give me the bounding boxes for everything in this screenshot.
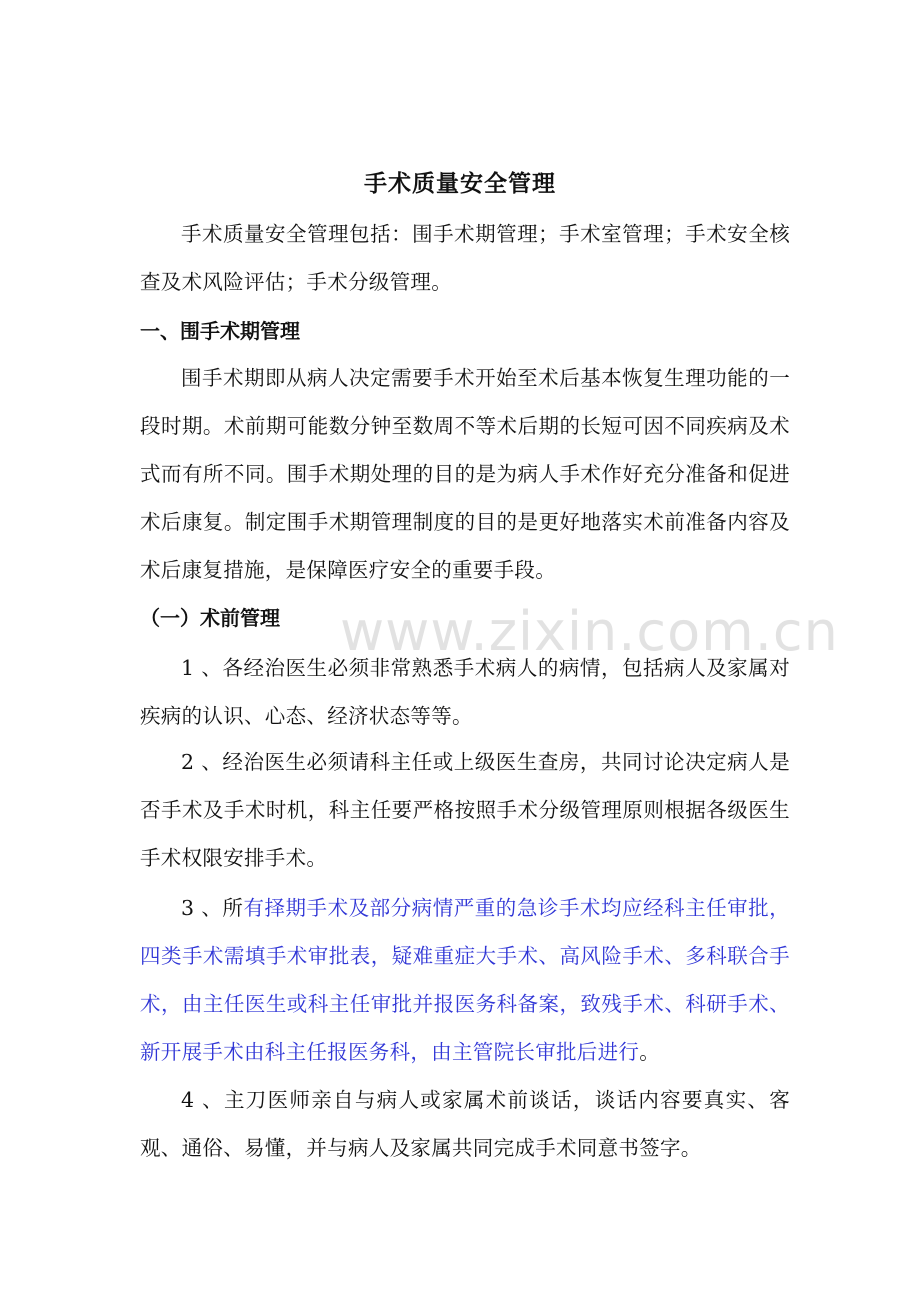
document-title: 手术质量安全管理 [364,171,556,197]
watermark: www.zixin.com.cn [340,600,839,663]
section-heading-perioperative: 一、围手术期管理 [140,319,300,343]
list-item-4: 4 、主刀医师亲自与病人或家属术前谈话，谈话内容要真实、客观、通俗、易懂，并与病人及家属共同完成手术同意书签字。 [140,1088,790,1160]
list-item-3-highlight: 有择期手术及部分病情严重的急诊手术均应经科主任审批，四类手术需填手术审批表，疑难重症大手术、高风险手术、多科联合手术，由主任医生或科主任审批并报医务科备案，致残手术、科研手术、新开展手术由科主任报医务科，由主管院长审批后进行 [140,896,790,1064]
intro-paragraph: 手术质量安全管理包括：围手术期管理；手术室管理；手术安全核查及术风险评估；手术分级管理。 [140,222,790,294]
subsection-heading-preoperative: （一）术前管理 [140,606,280,630]
perioperative-paragraph: 围手术期即从病人决定需要手术开始至术后基本恢复生理功能的一段时期。术前期可能数分钟至数周不等术后期的长短可因不同疾病及术式而有所不同。围手术期处理的目的是为病人手术作好充分准备和促进术后康复。制定围手术期管理制度的目的是更好地落实术前准备内容及术后康复措施，是保障医疗安全的重要手段。 [140,366,790,582]
list-item-1: 1 、各经治医生必须非常熟悉手术病人的病情，包括病人及家属对疾病的认识、心态、经济状态等等。 [140,656,790,728]
list-item-3-prefix: 3 、所 [181,896,244,920]
list-item-3-suffix: 。 [639,1040,661,1064]
list-item-3 [140,884,790,1076]
list-item-2: 2 、经治医生必须请科主任或上级医生查房，共同讨论决定病人是否手术及手术时机，科主任要严格按照手术分级管理原则根据各级医生手术权限安排手术。 [140,750,790,870]
